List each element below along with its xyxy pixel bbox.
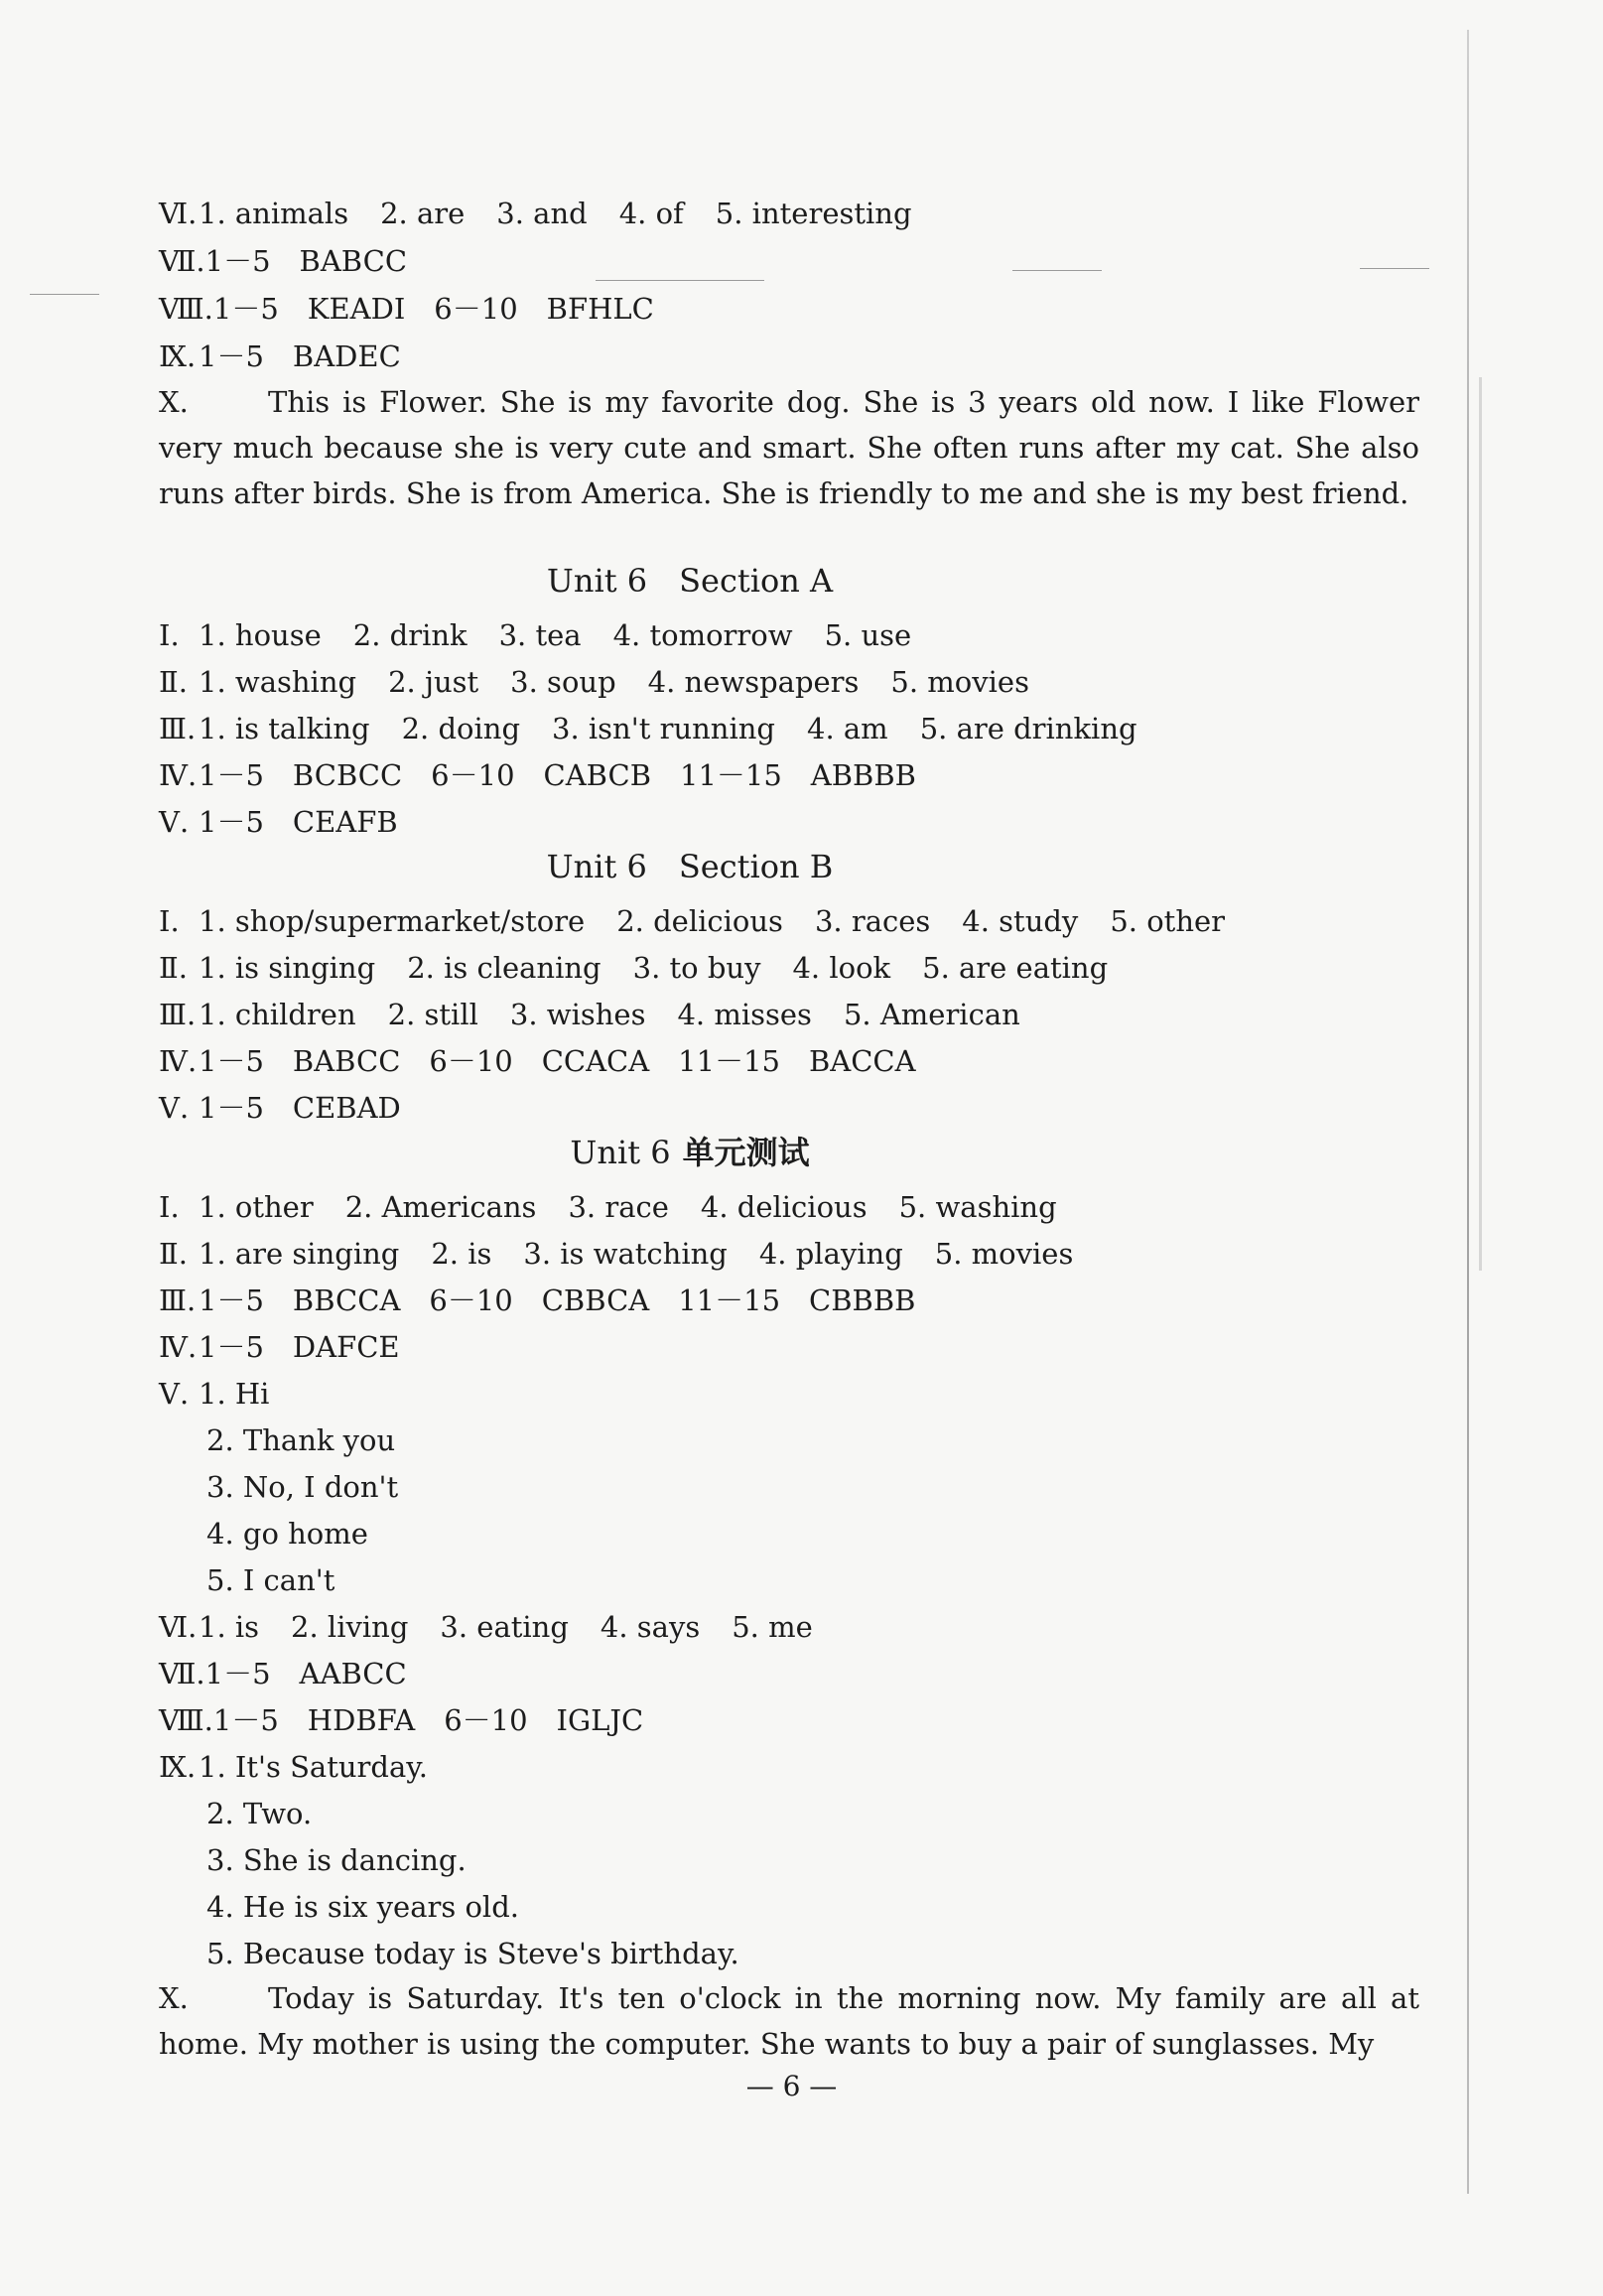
answer-row: Ⅷ.1－5 HDBFA 6－10 IGLJC: [159, 1703, 644, 1737]
scan-edge-shadow: [1479, 377, 1482, 1271]
answer-subline: 4. He is six years old.: [206, 1890, 519, 1924]
section-heading: Unit 6 单元测试: [570, 1134, 810, 1171]
scan-mark: [596, 280, 764, 281]
answer-row: Ⅸ.1－5 BADEC: [159, 339, 401, 373]
scan-edge-line: [1467, 30, 1469, 2194]
answer-row: Ⅳ.1－5 DAFCE: [159, 1330, 400, 1364]
answer-row: Ⅵ.1. is 2. living 3. eating 4. says 5. me: [159, 1610, 813, 1644]
answer-row: Ⅰ. 1. house 2. drink 3. tea 4. tomorrow 5. use: [159, 618, 912, 652]
answer-subline: 3. No, I don't: [206, 1470, 399, 1504]
answer-subline: 4. go home: [206, 1517, 368, 1551]
answer-row: Ⅱ. 1. washing 2. just 3. soup 4. newspapers 5. movies: [159, 665, 1029, 699]
answer-row: Ⅱ. 1. are singing 2. is 3. is watching 4. playing 5. movies: [159, 1237, 1074, 1271]
answer-row: Ⅲ.1－5 BBCCA 6－10 CBBCA 11－15 CBBBB: [159, 1283, 916, 1317]
answer-subline: 5. Because today is Steve's birthday.: [206, 1937, 739, 1970]
answer-row: Ⅳ.1－5 BABCC 6－10 CCACA 11－15 BACCA: [159, 1044, 916, 1078]
scan-mark: [1012, 270, 1102, 271]
answer-row: Ⅱ. 1. is singing 2. is cleaning 3. to buy 4. look 5. are eating: [159, 951, 1109, 985]
answer-row: Ⅰ. 1. other 2. Americans 3. race 4. delicious 5. washing: [159, 1190, 1057, 1224]
answer-subline: 3. She is dancing.: [206, 1843, 467, 1877]
answer-row: Ⅷ.1－5 KEADI 6－10 BFHLC: [159, 292, 654, 326]
essay-paragraph: Ⅹ. This is Flower. She is my favorite dog. She is 3 years old now. I like Flower very much because she is very cute and smart. She often runs after my cat. She also runs after birds. She is from America. She is friendly to me and she is my best friend.: [159, 385, 1419, 510]
answer-row: Ⅳ.1－5 BCBCC 6－10 CABCB 11－15 ABBBB: [159, 758, 916, 792]
answer-row: Ⅵ.1. animals 2. are 3. and 4. of 5. interesting: [159, 197, 912, 230]
answer-row: Ⅴ. 1－5 CEAFB: [159, 805, 398, 839]
scan-mark: [30, 294, 99, 295]
answer-row: Ⅲ.1. children 2. still 3. wishes 4. misses 5. American: [159, 998, 1020, 1031]
answer-row: Ⅴ. 1. Hi: [159, 1377, 270, 1411]
page-number: — 6 —: [745, 2070, 838, 2102]
answer-row: Ⅰ. 1. shop/supermarket/store 2. delicious 3. races 4. study 5. other: [159, 904, 1226, 938]
section-heading: Unit 6 Section A: [546, 562, 834, 600]
answer-subline: 2. Thank you: [206, 1423, 396, 1457]
essay-paragraph: Ⅹ. Today is Saturday. It's ten o'clock in the morning now. My family are all at home. My mother is using the computer. She wants to buy a pair of sunglasses. My: [159, 1981, 1419, 2061]
answer-row: Ⅴ. 1－5 CEBAD: [159, 1091, 401, 1125]
answer-row: Ⅶ.1－5 AABCC: [159, 1657, 407, 1690]
answer-subline: 2. Two.: [206, 1797, 313, 1830]
answer-subline: 5. I can't: [206, 1563, 335, 1597]
section-heading: Unit 6 Section B: [546, 848, 834, 885]
scan-mark: [1360, 268, 1429, 269]
answer-row: Ⅶ.1－5 BABCC: [159, 244, 408, 278]
answer-row: Ⅸ.1. It's Saturday.: [159, 1750, 429, 1784]
answer-row: Ⅲ.1. is talking 2. doing 3. isn't running 4. am 5. are drinking: [159, 712, 1137, 745]
